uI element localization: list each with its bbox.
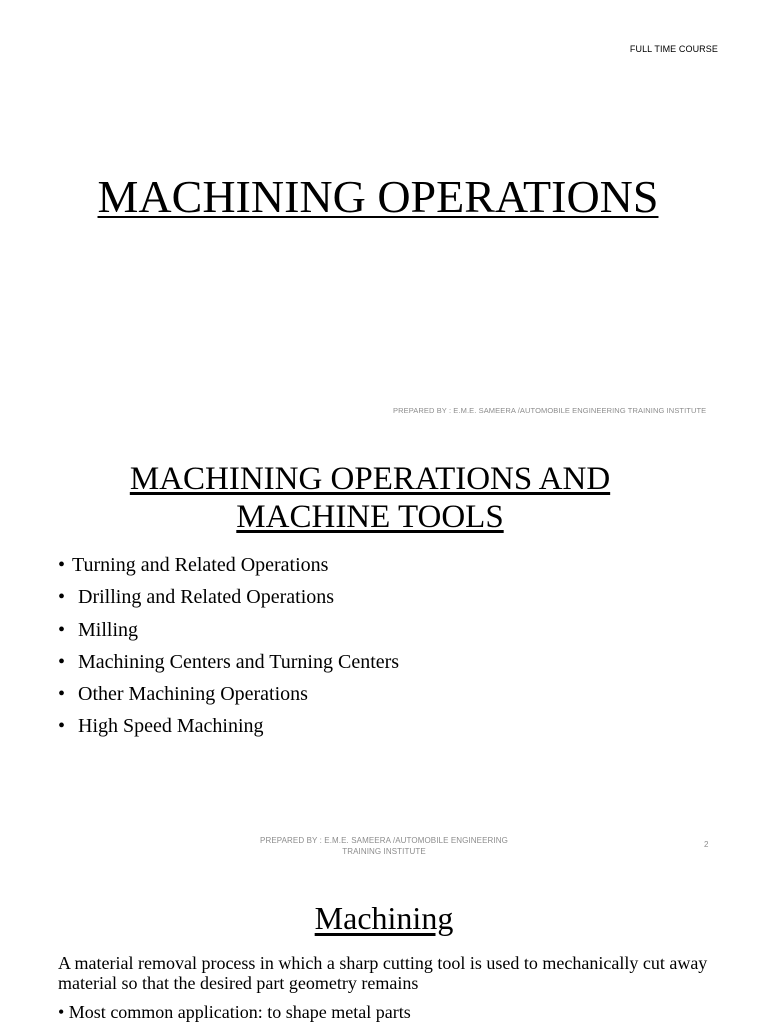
bullet-icon: • <box>58 554 66 576</box>
operations-list <box>58 551 399 745</box>
bullet-icon: • <box>58 683 66 706</box>
list-item-text: Turning and Related Operations <box>72 554 329 576</box>
slide-3-bullet: • Most common application: to shape metal parts <box>58 1002 411 1022</box>
bullet-icon: • <box>58 715 66 738</box>
list-item <box>58 551 399 583</box>
slide-2-title-line-2: MACHINE TOOLS <box>236 499 504 535</box>
slide-2-title-line-1: MACHINING OPERATIONS AND <box>129 461 611 497</box>
list-item <box>58 680 399 712</box>
list-item <box>58 616 399 648</box>
list-item-text: High Speed Machining <box>78 715 264 738</box>
slide-3-body-text: A material removal process in which a sharp cutting tool is used to mechanically cut away material so that the desired part geometry remains <box>58 953 708 993</box>
bullet-icon: • <box>58 618 66 641</box>
slide-2-footer <box>234 835 534 857</box>
bullet-icon: • <box>58 650 66 673</box>
slide-1-footer: PREPARED BY : E.M.E. SAMEERA /AUTOMOBILE ENGINEERING TRAINING INSTITUTE <box>393 406 707 415</box>
list-item-text: Other Machining Operations <box>78 683 308 706</box>
page-number: 2 <box>704 840 709 849</box>
slide-3-title: Machining <box>314 900 454 936</box>
course-label: FULL TIME COURSE <box>629 44 718 54</box>
list-item <box>58 648 399 680</box>
list-item-text: Machining Centers and Turning Centers <box>78 650 400 673</box>
list-item <box>58 583 399 615</box>
list-item <box>58 712 399 744</box>
slide-2-title <box>0 460 740 536</box>
slide-2-footer-line-2: TRAINING INSTITUTE <box>342 847 426 856</box>
bullet-icon: • <box>58 586 66 609</box>
list-item-text: Milling <box>78 618 139 641</box>
slide-2-footer-line-1: PREPARED BY : E.M.E. SAMEERA /AUTOMOBILE ENGINEERING <box>260 836 508 845</box>
slide-1-title: MACHINING OPERATIONS <box>97 171 659 222</box>
list-item-text: Drilling and Related Operations <box>78 586 335 609</box>
